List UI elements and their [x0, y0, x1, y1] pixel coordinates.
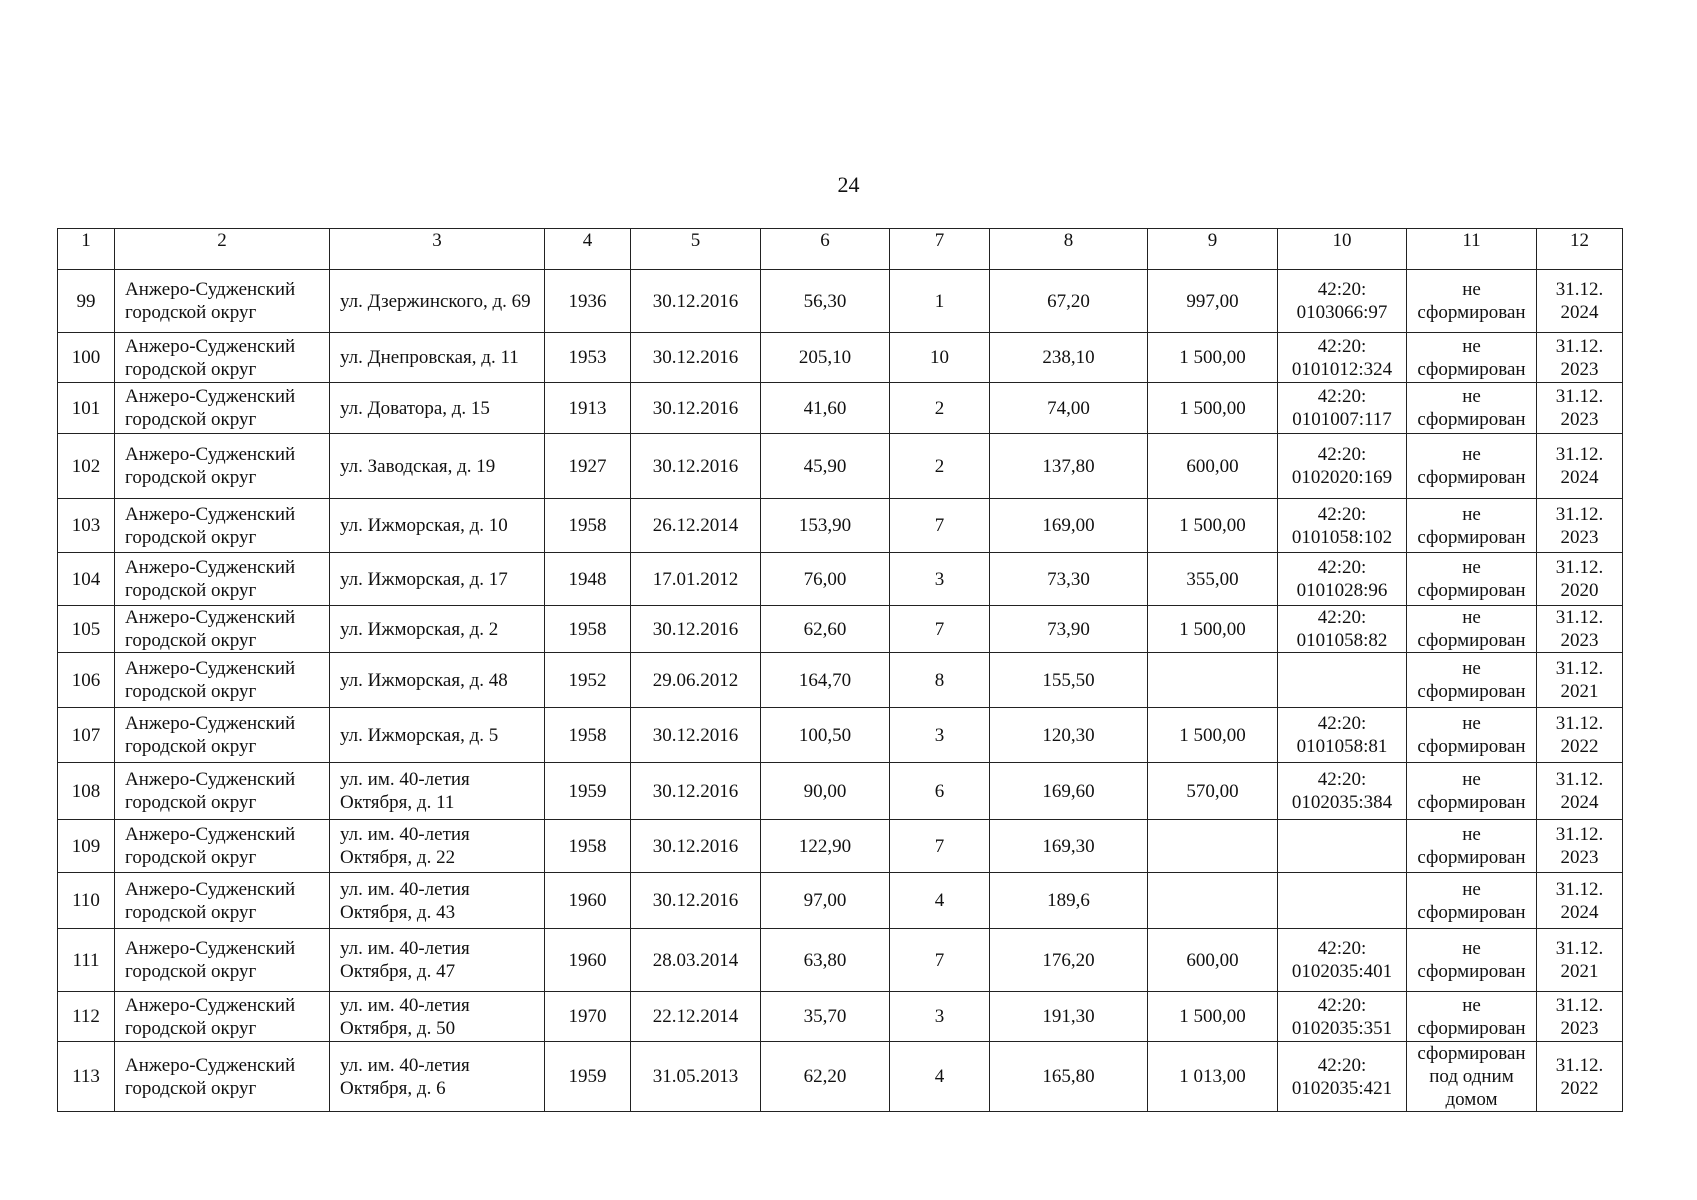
- cell-residents-count: 7: [890, 820, 990, 873]
- cell-row-index: 106: [58, 653, 115, 708]
- cell-land-plot-status: не сформирован: [1407, 499, 1537, 553]
- cell-resettlement-deadline: 31.12. 2021: [1537, 653, 1623, 708]
- cell-resettlement-deadline: 31.12. 2022: [1537, 708, 1623, 763]
- cell-residents-count: 2: [890, 383, 990, 434]
- cell-year-built: 1958: [545, 820, 631, 873]
- column-number: 7: [890, 229, 990, 270]
- cell-resettlement-deadline: 31.12. 2024: [1537, 763, 1623, 820]
- cell-record-date: 29.06.2012: [631, 653, 761, 708]
- cell-address: ул. Ижморская, д. 17: [330, 553, 545, 606]
- table-body: [58, 229, 1623, 1112]
- cell-cadastral-number: 42:20: 0101028:96: [1278, 553, 1407, 606]
- cell-record-date: 30.12.2016: [631, 383, 761, 434]
- cell-municipality: Анжеро-Судженский городской округ: [115, 873, 330, 929]
- cell-resettlement-deadline: 31.12. 2024: [1537, 873, 1623, 929]
- cell-land-area: 155,50: [990, 653, 1148, 708]
- cell-resettlement-deadline: 31.12. 2022: [1537, 1042, 1623, 1112]
- cell-address: ул. им. 40-летия Октября, д. 50: [330, 992, 545, 1042]
- cell-cadastral-number: 42:20: 0101058:102: [1278, 499, 1407, 553]
- cell-land-area: 176,20: [990, 929, 1148, 992]
- cell-row-index: 102: [58, 434, 115, 499]
- cell-municipality: Анжеро-Судженский городской округ: [115, 434, 330, 499]
- cell-row-index: 101: [58, 383, 115, 434]
- cell-cadastral-number: 42:20: 0101007:117: [1278, 383, 1407, 434]
- cell-land-area: 74,00: [990, 383, 1148, 434]
- cell-land-area: 137,80: [990, 434, 1148, 499]
- cell-resettlement-deadline: 31.12. 2021: [1537, 929, 1623, 992]
- cell-address: ул. Доватора, д. 15: [330, 383, 545, 434]
- cell-cost: 997,00: [1148, 270, 1278, 333]
- cell-residents-count: 7: [890, 929, 990, 992]
- cell-resettlement-deadline: 31.12. 2023: [1537, 992, 1623, 1042]
- cell-row-index: 103: [58, 499, 115, 553]
- cell-residents-count: 2: [890, 434, 990, 499]
- cell-land-plot-status: не сформирован: [1407, 653, 1537, 708]
- cell-total-area: 153,90: [761, 499, 890, 553]
- column-number: 10: [1278, 229, 1407, 270]
- column-number: 3: [330, 229, 545, 270]
- cell-year-built: 1913: [545, 383, 631, 434]
- cell-total-area: 62,60: [761, 606, 890, 653]
- cell-record-date: 30.12.2016: [631, 873, 761, 929]
- cell-total-area: 205,10: [761, 333, 890, 383]
- cell-land-area: 191,30: [990, 992, 1148, 1042]
- table-row: [58, 1042, 1623, 1112]
- table-row: [58, 499, 1623, 553]
- cell-cadastral-number: [1278, 653, 1407, 708]
- cell-cost: [1148, 820, 1278, 873]
- cell-total-area: 41,60: [761, 383, 890, 434]
- cell-year-built: 1958: [545, 499, 631, 553]
- cell-cadastral-number: 42:20: 0102035:351: [1278, 992, 1407, 1042]
- cell-residents-count: 8: [890, 653, 990, 708]
- cell-year-built: 1958: [545, 708, 631, 763]
- cell-land-plot-status: не сформирован: [1407, 929, 1537, 992]
- cell-row-index: 108: [58, 763, 115, 820]
- cell-land-plot-status: не сформирован: [1407, 873, 1537, 929]
- cell-cost: 570,00: [1148, 763, 1278, 820]
- cell-row-index: 112: [58, 992, 115, 1042]
- cell-residents-count: 6: [890, 763, 990, 820]
- cell-year-built: 1960: [545, 873, 631, 929]
- table-row: [58, 763, 1623, 820]
- cell-cost: 1 500,00: [1148, 383, 1278, 434]
- cell-cadastral-number: [1278, 820, 1407, 873]
- cell-address: ул. Ижморская, д. 2: [330, 606, 545, 653]
- cell-address: ул. Ижморская, д. 48: [330, 653, 545, 708]
- cell-municipality: Анжеро-Судженский городской округ: [115, 1042, 330, 1112]
- cell-residents-count: 7: [890, 606, 990, 653]
- column-number: 2: [115, 229, 330, 270]
- cell-address: ул. Дзержинского, д. 69: [330, 270, 545, 333]
- cell-resettlement-deadline: 31.12. 2023: [1537, 383, 1623, 434]
- column-number: 6: [761, 229, 890, 270]
- cell-cadastral-number: [1278, 873, 1407, 929]
- cell-total-area: 76,00: [761, 553, 890, 606]
- table-row: [58, 873, 1623, 929]
- cell-total-area: 62,20: [761, 1042, 890, 1112]
- cell-land-area: 169,60: [990, 763, 1148, 820]
- cell-record-date: 30.12.2016: [631, 434, 761, 499]
- cell-address: ул. Днепровская, д. 11: [330, 333, 545, 383]
- table-row: [58, 553, 1623, 606]
- cell-residents-count: 7: [890, 499, 990, 553]
- cell-land-plot-status: не сформирован: [1407, 820, 1537, 873]
- cell-residents-count: 10: [890, 333, 990, 383]
- cell-municipality: Анжеро-Судженский городской округ: [115, 653, 330, 708]
- table-row: [58, 708, 1623, 763]
- cell-row-index: 107: [58, 708, 115, 763]
- cell-record-date: 30.12.2016: [631, 270, 761, 333]
- column-number: 12: [1537, 229, 1623, 270]
- cell-municipality: Анжеро-Судженский городской округ: [115, 606, 330, 653]
- cell-record-date: 31.05.2013: [631, 1042, 761, 1112]
- cell-record-date: 28.03.2014: [631, 929, 761, 992]
- cell-land-plot-status: не сформирован: [1407, 606, 1537, 653]
- cell-total-area: 90,00: [761, 763, 890, 820]
- cell-row-index: 109: [58, 820, 115, 873]
- cell-municipality: Анжеро-Судженский городской округ: [115, 929, 330, 992]
- cell-total-area: 63,80: [761, 929, 890, 992]
- cell-cost: [1148, 653, 1278, 708]
- cell-year-built: 1970: [545, 992, 631, 1042]
- cell-record-date: 30.12.2016: [631, 606, 761, 653]
- cell-row-index: 111: [58, 929, 115, 992]
- cell-cadastral-number: 42:20: 0101058:81: [1278, 708, 1407, 763]
- cell-municipality: Анжеро-Судженский городской округ: [115, 553, 330, 606]
- cell-record-date: 17.01.2012: [631, 553, 761, 606]
- cell-year-built: 1927: [545, 434, 631, 499]
- table-row: [58, 820, 1623, 873]
- cell-row-index: 113: [58, 1042, 115, 1112]
- cell-residents-count: 1: [890, 270, 990, 333]
- cell-year-built: 1958: [545, 606, 631, 653]
- cell-land-area: 73,30: [990, 553, 1148, 606]
- cell-year-built: 1959: [545, 1042, 631, 1112]
- cell-land-plot-status: не сформирован: [1407, 708, 1537, 763]
- table-row: [58, 383, 1623, 434]
- cell-land-area: 67,20: [990, 270, 1148, 333]
- cell-year-built: 1948: [545, 553, 631, 606]
- cell-record-date: 30.12.2016: [631, 708, 761, 763]
- cell-municipality: Анжеро-Судженский городской округ: [115, 383, 330, 434]
- column-number: 8: [990, 229, 1148, 270]
- cell-year-built: 1960: [545, 929, 631, 992]
- cell-residents-count: 3: [890, 992, 990, 1042]
- cell-address: ул. Ижморская, д. 5: [330, 708, 545, 763]
- column-number-row: [58, 229, 1623, 270]
- cell-cost: [1148, 873, 1278, 929]
- cell-residents-count: 4: [890, 873, 990, 929]
- cell-address: ул. им. 40-летия Октября, д. 47: [330, 929, 545, 992]
- cell-land-area: 169,30: [990, 820, 1148, 873]
- cell-total-area: 122,90: [761, 820, 890, 873]
- column-number: 4: [545, 229, 631, 270]
- table-row: [58, 992, 1623, 1042]
- cell-total-area: 45,90: [761, 434, 890, 499]
- cell-municipality: Анжеро-Судженский городской округ: [115, 763, 330, 820]
- cell-resettlement-deadline: 31.12. 2023: [1537, 499, 1623, 553]
- cell-address: ул. им. 40-летия Октября, д. 22: [330, 820, 545, 873]
- cell-land-plot-status: не сформирован: [1407, 553, 1537, 606]
- cell-residents-count: 4: [890, 1042, 990, 1112]
- cell-land-area: 169,00: [990, 499, 1148, 553]
- cell-resettlement-deadline: 31.12. 2023: [1537, 820, 1623, 873]
- cell-land-plot-status: не сформирован: [1407, 763, 1537, 820]
- column-number: 11: [1407, 229, 1537, 270]
- cell-year-built: 1936: [545, 270, 631, 333]
- cell-address: ул. Ижморская, д. 10: [330, 499, 545, 553]
- cell-record-date: 30.12.2016: [631, 333, 761, 383]
- cell-land-area: 73,90: [990, 606, 1148, 653]
- table-row: [58, 929, 1623, 992]
- cell-row-index: 104: [58, 553, 115, 606]
- cell-residents-count: 3: [890, 708, 990, 763]
- cell-row-index: 99: [58, 270, 115, 333]
- column-number: 9: [1148, 229, 1278, 270]
- cell-cadastral-number: 42:20: 0101012:324: [1278, 333, 1407, 383]
- cell-cadastral-number: 42:20: 0102035:421: [1278, 1042, 1407, 1112]
- cell-cost: 1 500,00: [1148, 333, 1278, 383]
- cell-row-index: 105: [58, 606, 115, 653]
- cell-cadastral-number: 42:20: 0102035:401: [1278, 929, 1407, 992]
- cell-cost: 1 500,00: [1148, 606, 1278, 653]
- cell-address: ул. им. 40-летия Октября, д. 11: [330, 763, 545, 820]
- cell-total-area: 97,00: [761, 873, 890, 929]
- cell-land-plot-status: не сформирован: [1407, 992, 1537, 1042]
- cell-resettlement-deadline: 31.12. 2023: [1537, 333, 1623, 383]
- cell-resettlement-deadline: 31.12. 2023: [1537, 606, 1623, 653]
- cell-cadastral-number: 42:20: 0103066:97: [1278, 270, 1407, 333]
- column-number: 5: [631, 229, 761, 270]
- cell-year-built: 1952: [545, 653, 631, 708]
- cell-record-date: 22.12.2014: [631, 992, 761, 1042]
- cell-land-area: 120,30: [990, 708, 1148, 763]
- table-row: [58, 270, 1623, 333]
- cell-cadastral-number: 42:20: 0101058:82: [1278, 606, 1407, 653]
- cell-resettlement-deadline: 31.12. 2020: [1537, 553, 1623, 606]
- cell-row-index: 100: [58, 333, 115, 383]
- cell-cost: 600,00: [1148, 929, 1278, 992]
- cell-municipality: Анжеро-Судженский городской округ: [115, 499, 330, 553]
- page-number: 24: [837, 172, 860, 197]
- cell-land-plot-status: сформирован под одним домом: [1407, 1042, 1537, 1112]
- cell-cost: 1 500,00: [1148, 499, 1278, 553]
- housing-registry-table: [57, 228, 1623, 1112]
- cell-land-plot-status: не сформирован: [1407, 333, 1537, 383]
- cell-total-area: 56,30: [761, 270, 890, 333]
- cell-record-date: 26.12.2014: [631, 499, 761, 553]
- cell-land-area: 165,80: [990, 1042, 1148, 1112]
- cell-address: ул. им. 40-летия Октября, д. 6: [330, 1042, 545, 1112]
- cell-row-index: 110: [58, 873, 115, 929]
- cell-resettlement-deadline: 31.12. 2024: [1537, 434, 1623, 499]
- cell-municipality: Анжеро-Судженский городской округ: [115, 820, 330, 873]
- cell-total-area: 100,50: [761, 708, 890, 763]
- cell-land-area: 189,6: [990, 873, 1148, 929]
- cell-municipality: Анжеро-Судженский городской округ: [115, 992, 330, 1042]
- cell-land-area: 238,10: [990, 333, 1148, 383]
- cell-municipality: Анжеро-Судженский городской округ: [115, 270, 330, 333]
- cell-cost: 1 500,00: [1148, 992, 1278, 1042]
- cell-cost: 355,00: [1148, 553, 1278, 606]
- cell-record-date: 30.12.2016: [631, 820, 761, 873]
- cell-municipality: Анжеро-Судженский городской округ: [115, 333, 330, 383]
- cell-municipality: Анжеро-Судженский городской округ: [115, 708, 330, 763]
- table-row: [58, 434, 1623, 499]
- cell-total-area: 35,70: [761, 992, 890, 1042]
- cell-record-date: 30.12.2016: [631, 763, 761, 820]
- cell-resettlement-deadline: 31.12. 2024: [1537, 270, 1623, 333]
- cell-year-built: 1953: [545, 333, 631, 383]
- cell-year-built: 1959: [545, 763, 631, 820]
- cell-cadastral-number: 42:20: 0102035:384: [1278, 763, 1407, 820]
- table-row: [58, 653, 1623, 708]
- cell-land-plot-status: не сформирован: [1407, 434, 1537, 499]
- cell-total-area: 164,70: [761, 653, 890, 708]
- cell-cost: 1 013,00: [1148, 1042, 1278, 1112]
- column-number: 1: [58, 229, 115, 270]
- cell-land-plot-status: не сформирован: [1407, 270, 1537, 333]
- cell-cost: 1 500,00: [1148, 708, 1278, 763]
- table-row: [58, 333, 1623, 383]
- cell-address: ул. им. 40-летия Октября, д. 43: [330, 873, 545, 929]
- table-row: [58, 606, 1623, 653]
- cell-residents-count: 3: [890, 553, 990, 606]
- cell-cost: 600,00: [1148, 434, 1278, 499]
- cell-address: ул. Заводская, д. 19: [330, 434, 545, 499]
- cell-cadastral-number: 42:20: 0102020:169: [1278, 434, 1407, 499]
- cell-land-plot-status: не сформирован: [1407, 383, 1537, 434]
